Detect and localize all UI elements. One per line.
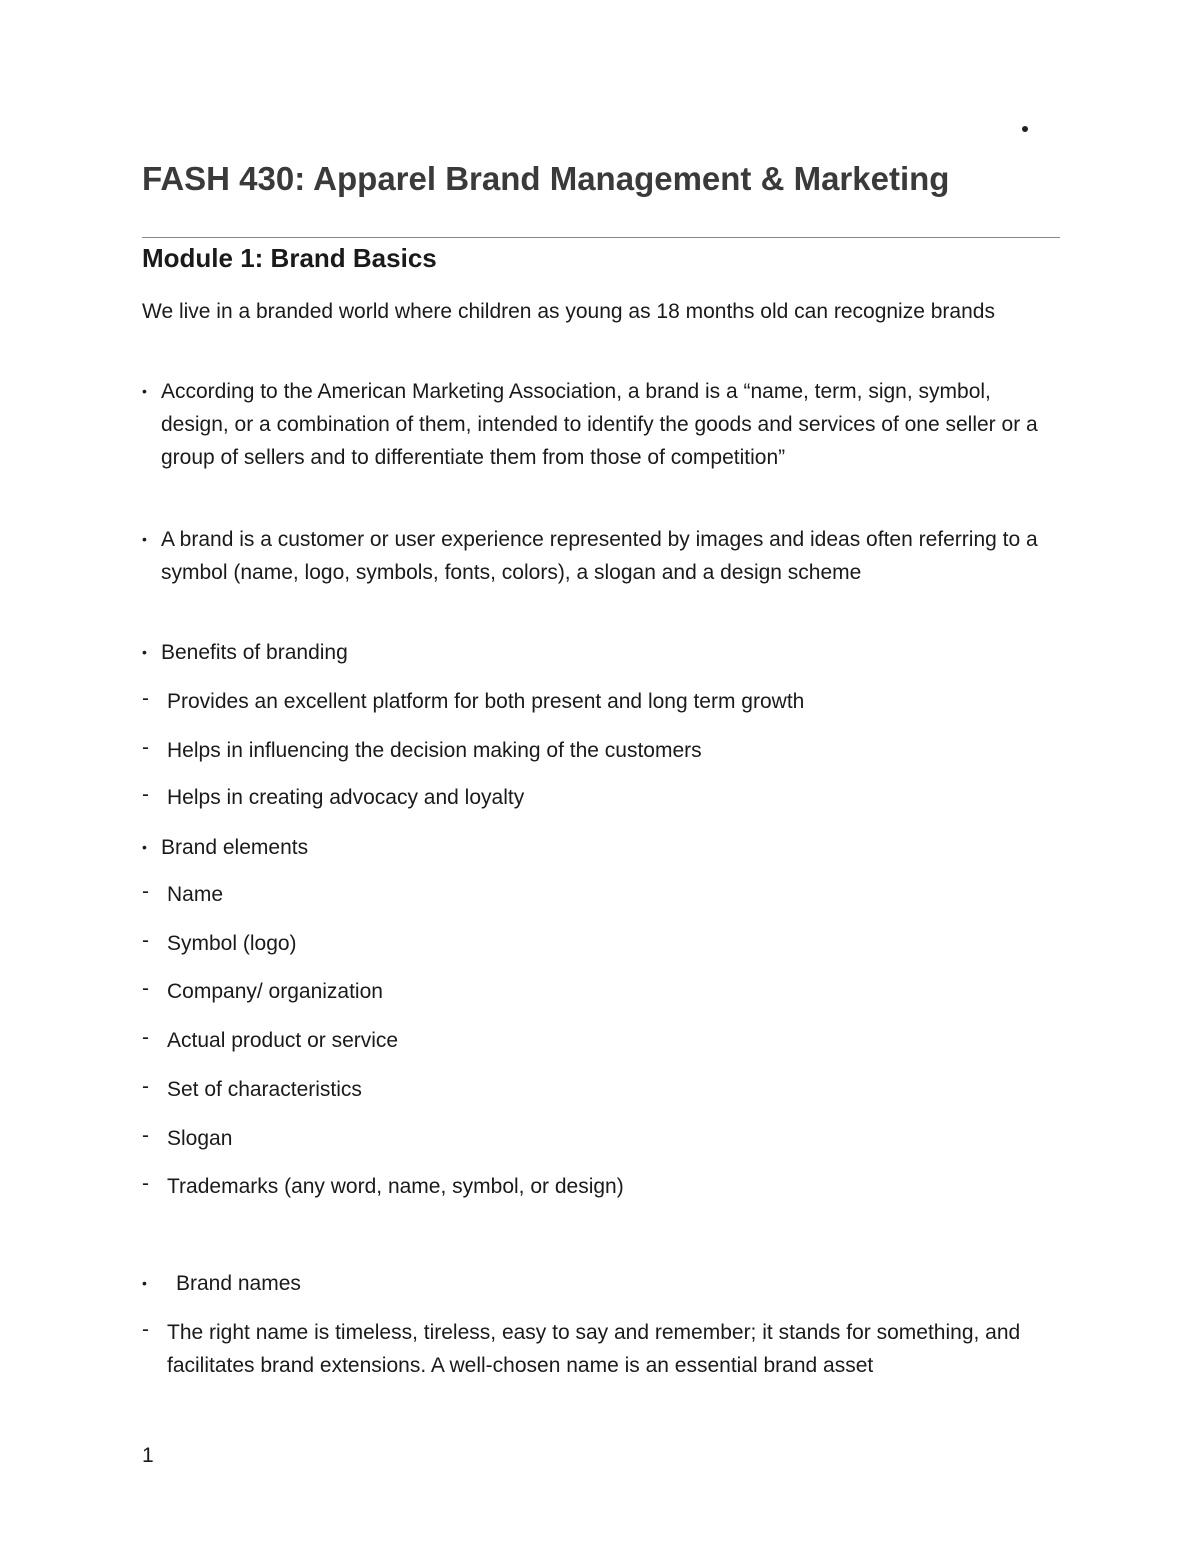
document-title: FASH 430: Apparel Brand Management & Marketing xyxy=(142,160,950,197)
bullet-marker: • xyxy=(142,839,147,855)
list-item-text: Helps in creating advocacy and loyalty xyxy=(167,786,525,809)
page-number: 1 xyxy=(142,1444,154,1467)
list-item-text: Provides an excellent platform for both present and long term growth xyxy=(167,690,805,713)
dash-marker: - xyxy=(142,880,149,903)
dash-marker: - xyxy=(142,1075,149,1098)
bullet-marker: • xyxy=(142,644,147,660)
list-item-text: A brand is a customer or user experience represented by images and ideas often referring to a symbol (name, logo, symbols, fonts, colors), a slogan and a design scheme xyxy=(161,528,1038,584)
list-item-dash xyxy=(142,685,1042,718)
list-item-dash xyxy=(142,927,1042,960)
list-item-dash xyxy=(142,1170,1042,1203)
dash-marker: - xyxy=(142,929,149,952)
list-item-dash xyxy=(142,1024,1042,1057)
list-item-text: Trademarks (any word, name, symbol, or design) xyxy=(167,1175,624,1198)
list-item-dash xyxy=(142,1122,1042,1155)
dash-marker: - xyxy=(142,1026,149,1049)
list-item-dash xyxy=(142,734,1042,767)
bullet-marker: • xyxy=(142,531,147,547)
list-item-text: Company/ organization xyxy=(167,980,383,1003)
dash-marker: - xyxy=(142,977,149,1000)
list-item-text: Brand elements xyxy=(161,836,309,859)
list-item-dash xyxy=(142,781,1042,814)
list-item-text: Set of characteristics xyxy=(167,1078,362,1101)
list-item-bullet xyxy=(142,1267,1042,1300)
list-item-text: Name xyxy=(167,883,224,906)
list-item-dash xyxy=(142,878,1042,911)
list-item-dash xyxy=(142,1073,1042,1106)
corner-dot xyxy=(1022,126,1028,132)
intro-paragraph: We live in a branded world where children as young as 18 months old can recognize brands xyxy=(142,300,995,323)
dash-marker: - xyxy=(142,736,149,759)
list-item-dash xyxy=(142,975,1042,1008)
title-divider xyxy=(142,237,1060,238)
list-item-text: According to the American Marketing Association, a brand is a “name, term, sign, symbol, design, or a combination of them, intended to identify the goods and services of one seller or a group of sellers and to differentiate them from those of competition” xyxy=(161,380,1038,469)
dash-marker: - xyxy=(142,783,149,806)
list-item-text: Symbol (logo) xyxy=(167,932,297,955)
module-heading: Module 1: Brand Basics xyxy=(142,243,437,273)
dash-marker: - xyxy=(142,687,149,710)
list-item-text: Benefits of branding xyxy=(161,641,348,664)
bullet-marker: • xyxy=(142,383,147,399)
list-item-dash xyxy=(142,1316,1042,1382)
dash-marker: - xyxy=(142,1318,149,1341)
dash-marker: - xyxy=(142,1172,149,1195)
list-item-text: The right name is timeless, tireless, easy to say and remember; it stands for something, and facilitates brand extensions. A well-chosen name is an essential brand asset xyxy=(167,1321,1021,1377)
list-item-bullet xyxy=(142,636,1042,669)
list-item-text: Helps in influencing the decision making of the customers xyxy=(167,739,702,762)
dash-marker: - xyxy=(142,1124,149,1147)
list-item-bullet xyxy=(142,523,1042,589)
list-item-text: Brand names xyxy=(176,1272,301,1295)
bullet-marker: • xyxy=(142,1275,147,1291)
list-item-text: Actual product or service xyxy=(167,1029,399,1052)
list-item-bullet xyxy=(142,831,1042,864)
list-item-text: Slogan xyxy=(167,1127,233,1150)
list-item-bullet xyxy=(142,375,1042,474)
